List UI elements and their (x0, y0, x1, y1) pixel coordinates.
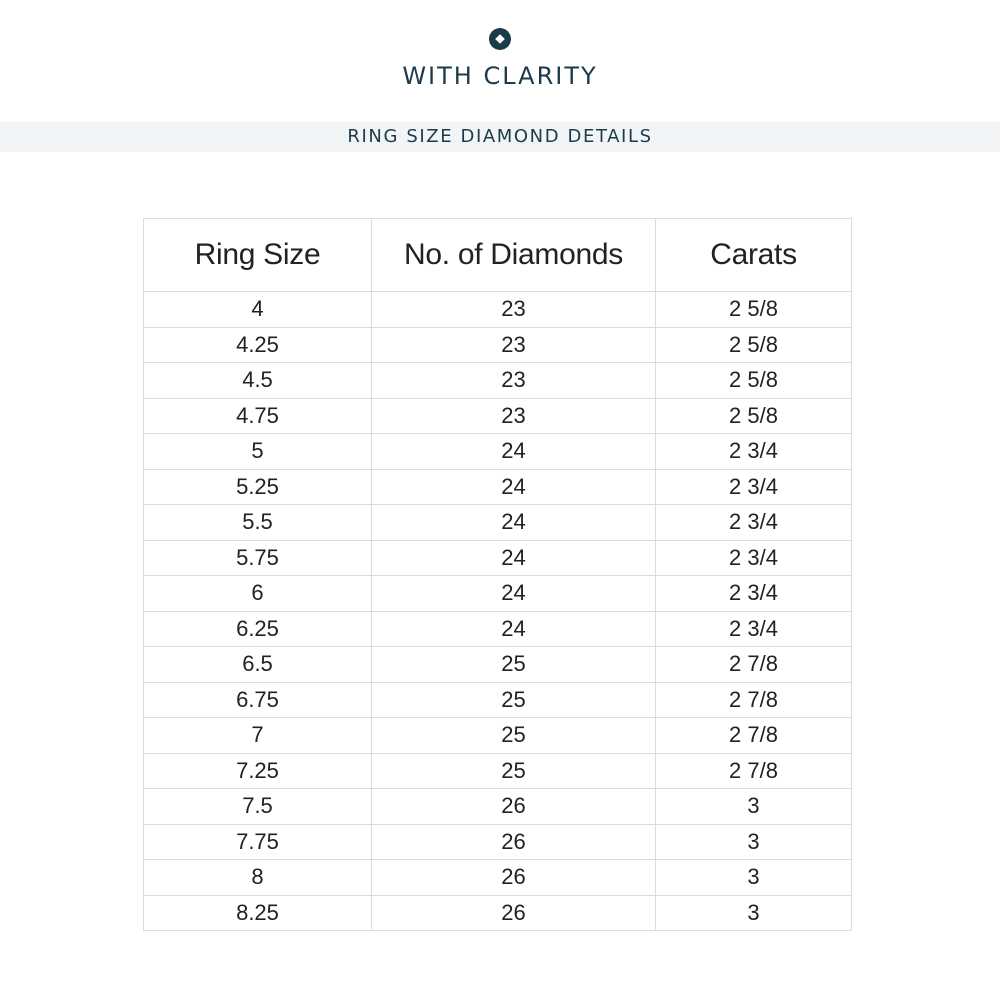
ring-size-cell: 6.25 (144, 611, 372, 647)
diamond-count-cell: 25 (372, 682, 656, 718)
ring-size-cell: 4.75 (144, 398, 372, 434)
carats-cell: 2 5/8 (656, 363, 852, 399)
carats-cell: 2 3/4 (656, 469, 852, 505)
diamond-count-cell: 26 (372, 895, 656, 931)
diamond-count-cell: 24 (372, 611, 656, 647)
table-row (144, 789, 852, 825)
table-row (144, 434, 852, 470)
table-row (144, 860, 852, 896)
carats-cell: 2 7/8 (656, 753, 852, 789)
header-carats: Carats (656, 219, 852, 292)
table-row (144, 576, 852, 612)
ring-size-cell: 6.75 (144, 682, 372, 718)
carats-cell: 2 7/8 (656, 682, 852, 718)
ring-size-cell: 6.5 (144, 647, 372, 683)
diamond-count-cell: 23 (372, 292, 656, 328)
ring-size-cell: 5 (144, 434, 372, 470)
table-row (144, 327, 852, 363)
diamond-count-cell: 24 (372, 434, 656, 470)
ring-size-cell: 5.25 (144, 469, 372, 505)
carats-cell: 2 3/4 (656, 505, 852, 541)
carats-cell: 2 5/8 (656, 292, 852, 328)
table-row (144, 292, 852, 328)
table-row (144, 398, 852, 434)
diamond-count-cell: 26 (372, 824, 656, 860)
section-banner (0, 122, 1000, 152)
brand-name: WITH CLARITY (402, 62, 598, 90)
carats-cell: 2 5/8 (656, 398, 852, 434)
ring-size-cell: 4.5 (144, 363, 372, 399)
header-ring-size: Ring Size (144, 219, 372, 292)
carats-cell: 3 (656, 895, 852, 931)
carats-cell: 2 3/4 (656, 576, 852, 612)
diamond-count-cell: 25 (372, 718, 656, 754)
ring-size-cell: 5.75 (144, 540, 372, 576)
diamond-circle-icon (489, 28, 511, 50)
table-row (144, 895, 852, 931)
diamond-count-cell: 24 (372, 540, 656, 576)
ring-size-cell: 7 (144, 718, 372, 754)
table-row (144, 824, 852, 860)
carats-cell: 2 3/4 (656, 611, 852, 647)
table-header-row (144, 219, 852, 292)
diamond-count-cell: 24 (372, 576, 656, 612)
carats-cell: 2 5/8 (656, 327, 852, 363)
carats-cell: 2 3/4 (656, 434, 852, 470)
ring-size-cell: 4 (144, 292, 372, 328)
table-row (144, 753, 852, 789)
header-no-of-diamonds: No. of Diamonds (372, 219, 656, 292)
carats-cell: 2 7/8 (656, 718, 852, 754)
carats-cell: 3 (656, 860, 852, 896)
ring-size-cell: 7.75 (144, 824, 372, 860)
ring-size-cell: 7.25 (144, 753, 372, 789)
carats-cell: 2 3/4 (656, 540, 852, 576)
diamond-count-cell: 25 (372, 753, 656, 789)
ring-size-cell: 8 (144, 860, 372, 896)
table-row (144, 647, 852, 683)
table-row (144, 682, 852, 718)
diamond-count-cell: 23 (372, 363, 656, 399)
diamond-count-cell: 25 (372, 647, 656, 683)
section-title: RING SIZE DIAMOND DETAILS (347, 126, 653, 147)
diamond-count-cell: 24 (372, 469, 656, 505)
diamond-count-cell: 24 (372, 505, 656, 541)
diamond-count-cell: 26 (372, 789, 656, 825)
ring-size-cell: 5.5 (144, 505, 372, 541)
carats-cell: 3 (656, 824, 852, 860)
table-row (144, 505, 852, 541)
ring-size-cell: 6 (144, 576, 372, 612)
table-row (144, 469, 852, 505)
table-row (144, 540, 852, 576)
carats-cell: 2 7/8 (656, 647, 852, 683)
ring-size-cell: 7.5 (144, 789, 372, 825)
carats-cell: 3 (656, 789, 852, 825)
table-row (144, 718, 852, 754)
diamond-count-cell: 26 (372, 860, 656, 896)
ring-size-cell: 4.25 (144, 327, 372, 363)
diamond-count-cell: 23 (372, 398, 656, 434)
diamond-count-cell: 23 (372, 327, 656, 363)
ring-size-table (143, 218, 852, 931)
ring-size-cell: 8.25 (144, 895, 372, 931)
table-row (144, 611, 852, 647)
table-row (144, 363, 852, 399)
